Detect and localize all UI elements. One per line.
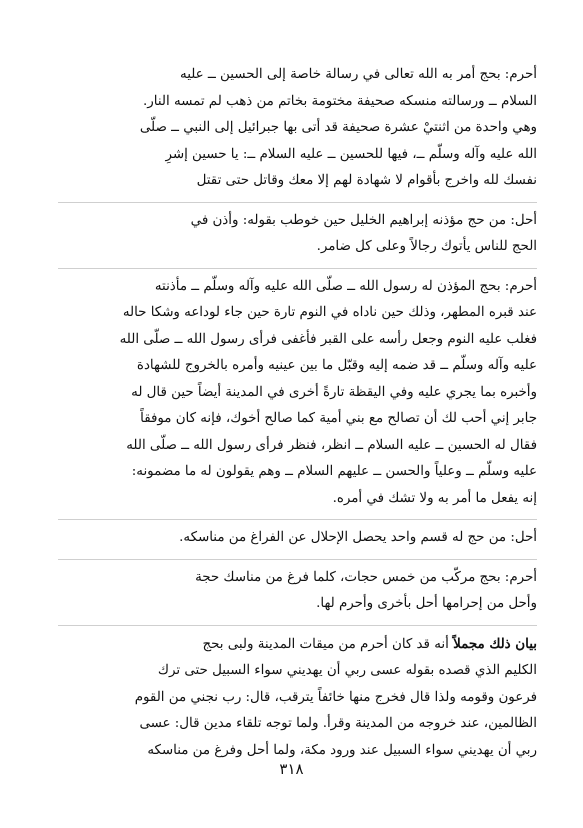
paragraph-ahram-2 <box>58 268 537 513</box>
page-number: ٣١٨ <box>279 760 304 778</box>
text-line: أحل: من حج مؤذنه إبراهيم الخليل حين خوطب بقوله: وأذن في <box>190 212 537 228</box>
text-line: أحرم: بحج مركّب من خمس حجات، كلما فرغ من مناسك حجة <box>195 569 537 585</box>
text-line: أحرم: بحج المؤذن له رسول الله ــ صلّى الله عليه وآله وسلّم ــ مأذنته <box>154 278 537 294</box>
paragraph-ahram-3 <box>58 559 537 618</box>
text-line: الله عليه وآله وسلّم ــ، فيها للحسين ــ عليه السلام ــ: يا حسين إشرِ <box>165 146 537 162</box>
text-line: إنه يفعل ما أمر به ولا تشك في أمره. <box>332 490 537 506</box>
text-line: عليه وسلّم ــ وعلياً والحسن ــ عليهم السلام ــ وهم يقولون له ما مضمونه: <box>131 464 537 479</box>
paragraph-ahram-1 <box>58 62 537 195</box>
text-line: وأخبره بما يجري عليه وفي اليقظة تارةً أخرى في المدينة أيضاً حين قال له <box>131 384 537 400</box>
text-line: فغلب عليه النوم وجعل رأسه على القبر فأغفى فرأى رسول الله ــ صلّى الله <box>119 331 537 347</box>
text-line: الظالمين، عند خروجه من المدينة وقرأ. ولما توجه تلقاء مدين قال: عسى <box>139 716 537 731</box>
text-line: أحرم: بحج أمر به الله تعالى في رسالة خاصة إلى الحسين ــ عليه <box>180 67 537 82</box>
text-line: بيان ذلك مجملاً أنه قد كان أحرم من ميقات المدينة ولبى بحج <box>202 635 537 652</box>
paragraph-bayan <box>58 625 537 765</box>
text-line: ربي أن يهديني سواء السبيل عند ورود مكة، ولما أحل وفرغ من مناسكه <box>147 742 537 758</box>
text-line: وهي واحدة من اثنتيْ عشرة صحيفة قد أتى بها جبرائيل إلى النبي ــ صلّى <box>139 120 537 135</box>
text-line: فرعون وقومه ولذا قال فخرج منها خائفاً يترقب، قال: رب نجني من القوم <box>134 689 537 705</box>
paragraph-ahal-2 <box>58 519 537 552</box>
paragraph-ahal-1 <box>58 202 537 261</box>
text-line: عند قبره المطهر، وذلك حين ناداه في النوم تارة حين جاء لوداعه وشكا حاله <box>122 305 537 320</box>
text-line: السلام ــ ورسالته منسكه صحيفة مختومة بخاتم من ذهب لم تمسه النار. <box>143 93 537 109</box>
page-body <box>58 62 537 771</box>
text-line: فقال له الحسين ــ عليه السلام ــ انظر، فنظر فرأى رسول الله ــ صلّى الله <box>126 437 537 453</box>
text-line: الحج للناس يأتوك رجالاً وعلى كل ضامر. <box>316 239 537 254</box>
text-line: أحل: من حج له قسم واحد يحصل الإحلال عن الفراغ من مناسكه. <box>179 530 537 545</box>
text-line: نفسك لله واخرج بأقوام لا شهادة لهم إلا معك وقاتل حتى تقتل <box>196 173 537 188</box>
text-line: وأحل من إحرامها أحل بأخرى وأحرم لها. <box>316 596 537 611</box>
text-line: جابر إني أحب لك أن تصالح مع بني أمية كما صالح أخوك، فإنه كان موفقاً <box>140 411 537 426</box>
text-line: عليه وآله وسلّم ــ قد ضمه إليه وقبّل ما بين عينيه وأمره بالخروج للشهادة <box>136 358 537 373</box>
paragraph-lead: بيان ذلك مجملاً <box>453 635 537 652</box>
text-line: الكليم الذي قصده بقوله عسى ربي أن يهديني سواء السبيل حتى ترك <box>157 663 537 678</box>
